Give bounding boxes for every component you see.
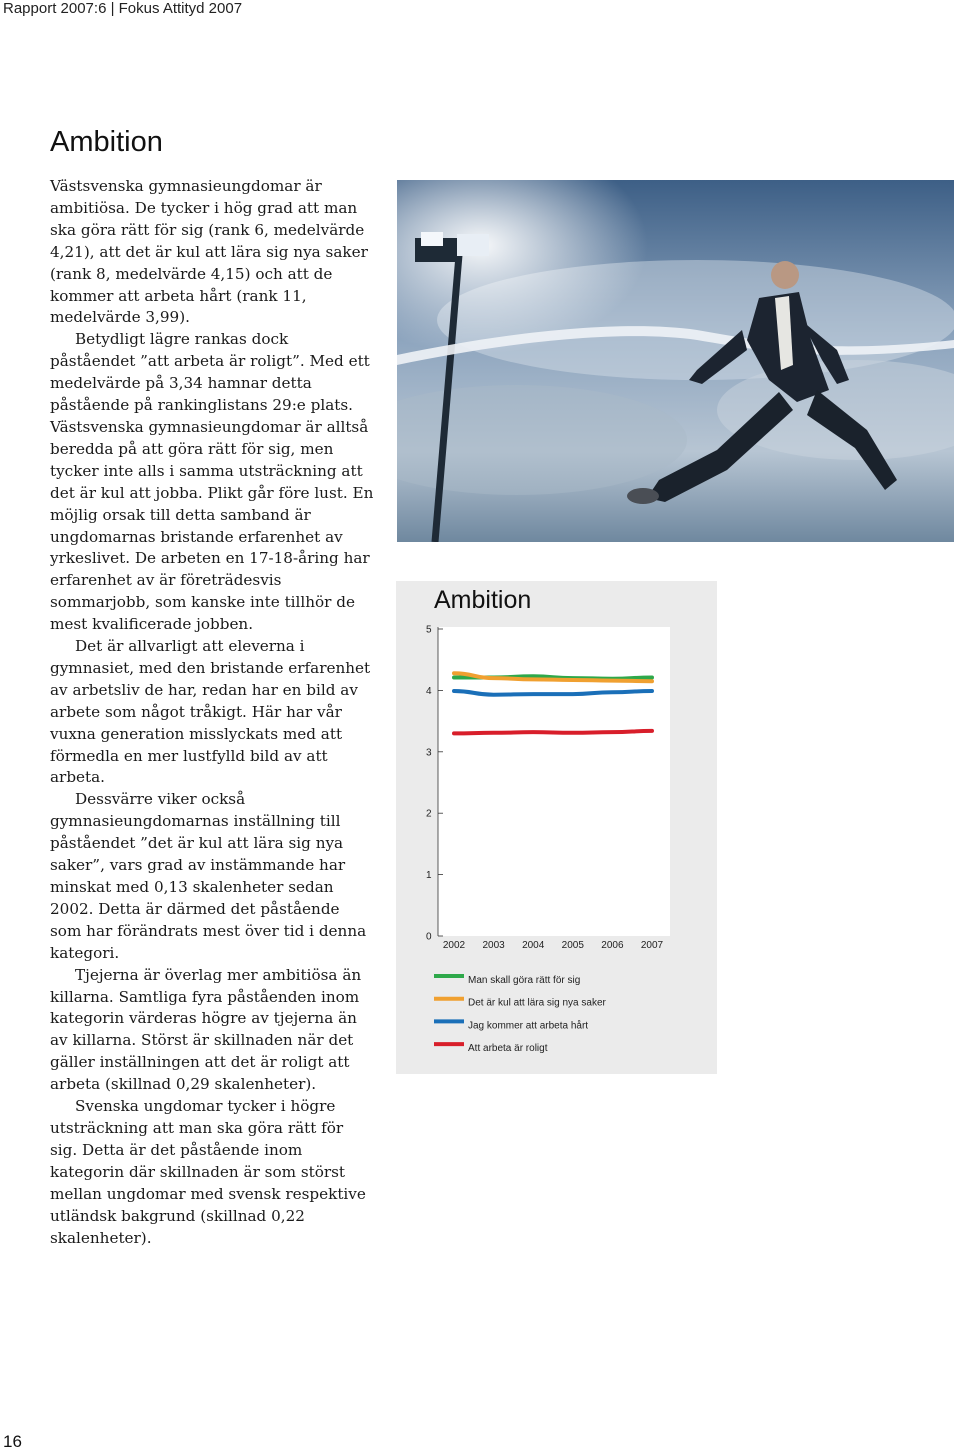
chart-title: Ambition bbox=[434, 586, 532, 614]
legend-label: Att arbeta är roligt bbox=[468, 1043, 548, 1055]
y-tick-label: 2 bbox=[426, 808, 432, 820]
y-tick-label: 5 bbox=[426, 624, 432, 636]
x-tick-label: 2004 bbox=[522, 940, 545, 951]
x-tick-label: 2007 bbox=[640, 940, 664, 951]
page-title: Ambition bbox=[50, 126, 163, 158]
legend-label: Man skall göra rätt för sig bbox=[468, 975, 581, 986]
paragraph: Svenska ungdomar tycker i högre utsträckning att man ska göra rätt för sig. Detta är det påstående inom kategorin där skillnaden är som störst mellan ungdomar med svensk respektive utländsk bakgrund (skillnad 0,22 skalenheter). bbox=[50, 1097, 366, 1247]
article-body bbox=[50, 176, 375, 1249]
page-number: 16 bbox=[3, 1432, 22, 1451]
y-tick-label: 1 bbox=[426, 870, 432, 882]
x-tick-label: 2003 bbox=[482, 940, 505, 951]
plot-area bbox=[438, 627, 670, 936]
y-tick-label: 0 bbox=[426, 931, 432, 943]
y-tick-label: 4 bbox=[426, 685, 432, 697]
running-head: Rapport 2007:6 | Fokus Attityd 2007 bbox=[3, 0, 243, 17]
x-tick-label: 2002 bbox=[442, 940, 466, 951]
paragraph: Betydligt lägre rankas dock påståendet ”att arbeta är roligt”. Med ett medelvärde på 3,34 hamnar detta påstående på rankinglistans 29:e plats. Västsvenska gymnasieungdomar är alltså beredda på att göra rätt för sig, men tycker inte alls i samma utsträckning att det är kul att jobba. Plikt går före lust. En möjlig orsak till detta samband är ungdomarnas bristande erfarenhet av yrkeslivet. De arbeten en 17-18-åring har erfarenhet av är företrädesvis sommarjobb, som kanske inte tillhör de mest kvalificerade jobben. bbox=[50, 330, 374, 634]
paragraph: Västsvenska gymnasieungdomar är ambitiösa. De tycker i hög grad att man ska göra rätt för sig (rank 6, medelvärde 4,21), att det är kul att lära sig nya saker (rank 8, medelvärde 4,15) och att de kommer att arbeta hårt (rank 11, medelvärde 3,99). bbox=[50, 177, 368, 327]
legend-label: Det är kul att lära sig nya saker bbox=[468, 997, 606, 1009]
legend-label: Jag kommer att arbeta hårt bbox=[468, 1020, 589, 1032]
finish-line-photo bbox=[397, 180, 954, 542]
x-tick-label: 2006 bbox=[601, 940, 624, 951]
paragraph: Dessvärre viker också gymnasieungdomarnas inställning till påståendet ”det är kul att lära sig nya saker”, vars grad av instämmande har minskat med 0,13 skalenheter sedan 2002. Detta är därmed det påstående som har förändrats mest över tid i denna kategori. bbox=[50, 790, 367, 962]
series-line bbox=[454, 731, 652, 733]
paragraph: Tjejerna är överlag mer ambitiösa än killarna. Samtliga fyra påståenden inom kategorin värderas högre av tjejerna än av killarna. Störst är skillnaden när det gäller inställningen att det är roligt att arbeta (skillnad 0,29 skalenheter). bbox=[50, 965, 362, 1094]
x-tick-label: 2005 bbox=[561, 940, 584, 951]
y-tick-label: 3 bbox=[426, 747, 432, 759]
line-chart bbox=[396, 581, 717, 1074]
paragraph: Det är allvarligt att eleverna i gymnasiet, med den bristande erfarenhet av arbetsliv de har, redan har en bild av arbete som något tråkigt. Här har vår vuxna generation misslyckats med att förmedla en mer lustfylld bild av att arbeta. bbox=[50, 637, 371, 787]
